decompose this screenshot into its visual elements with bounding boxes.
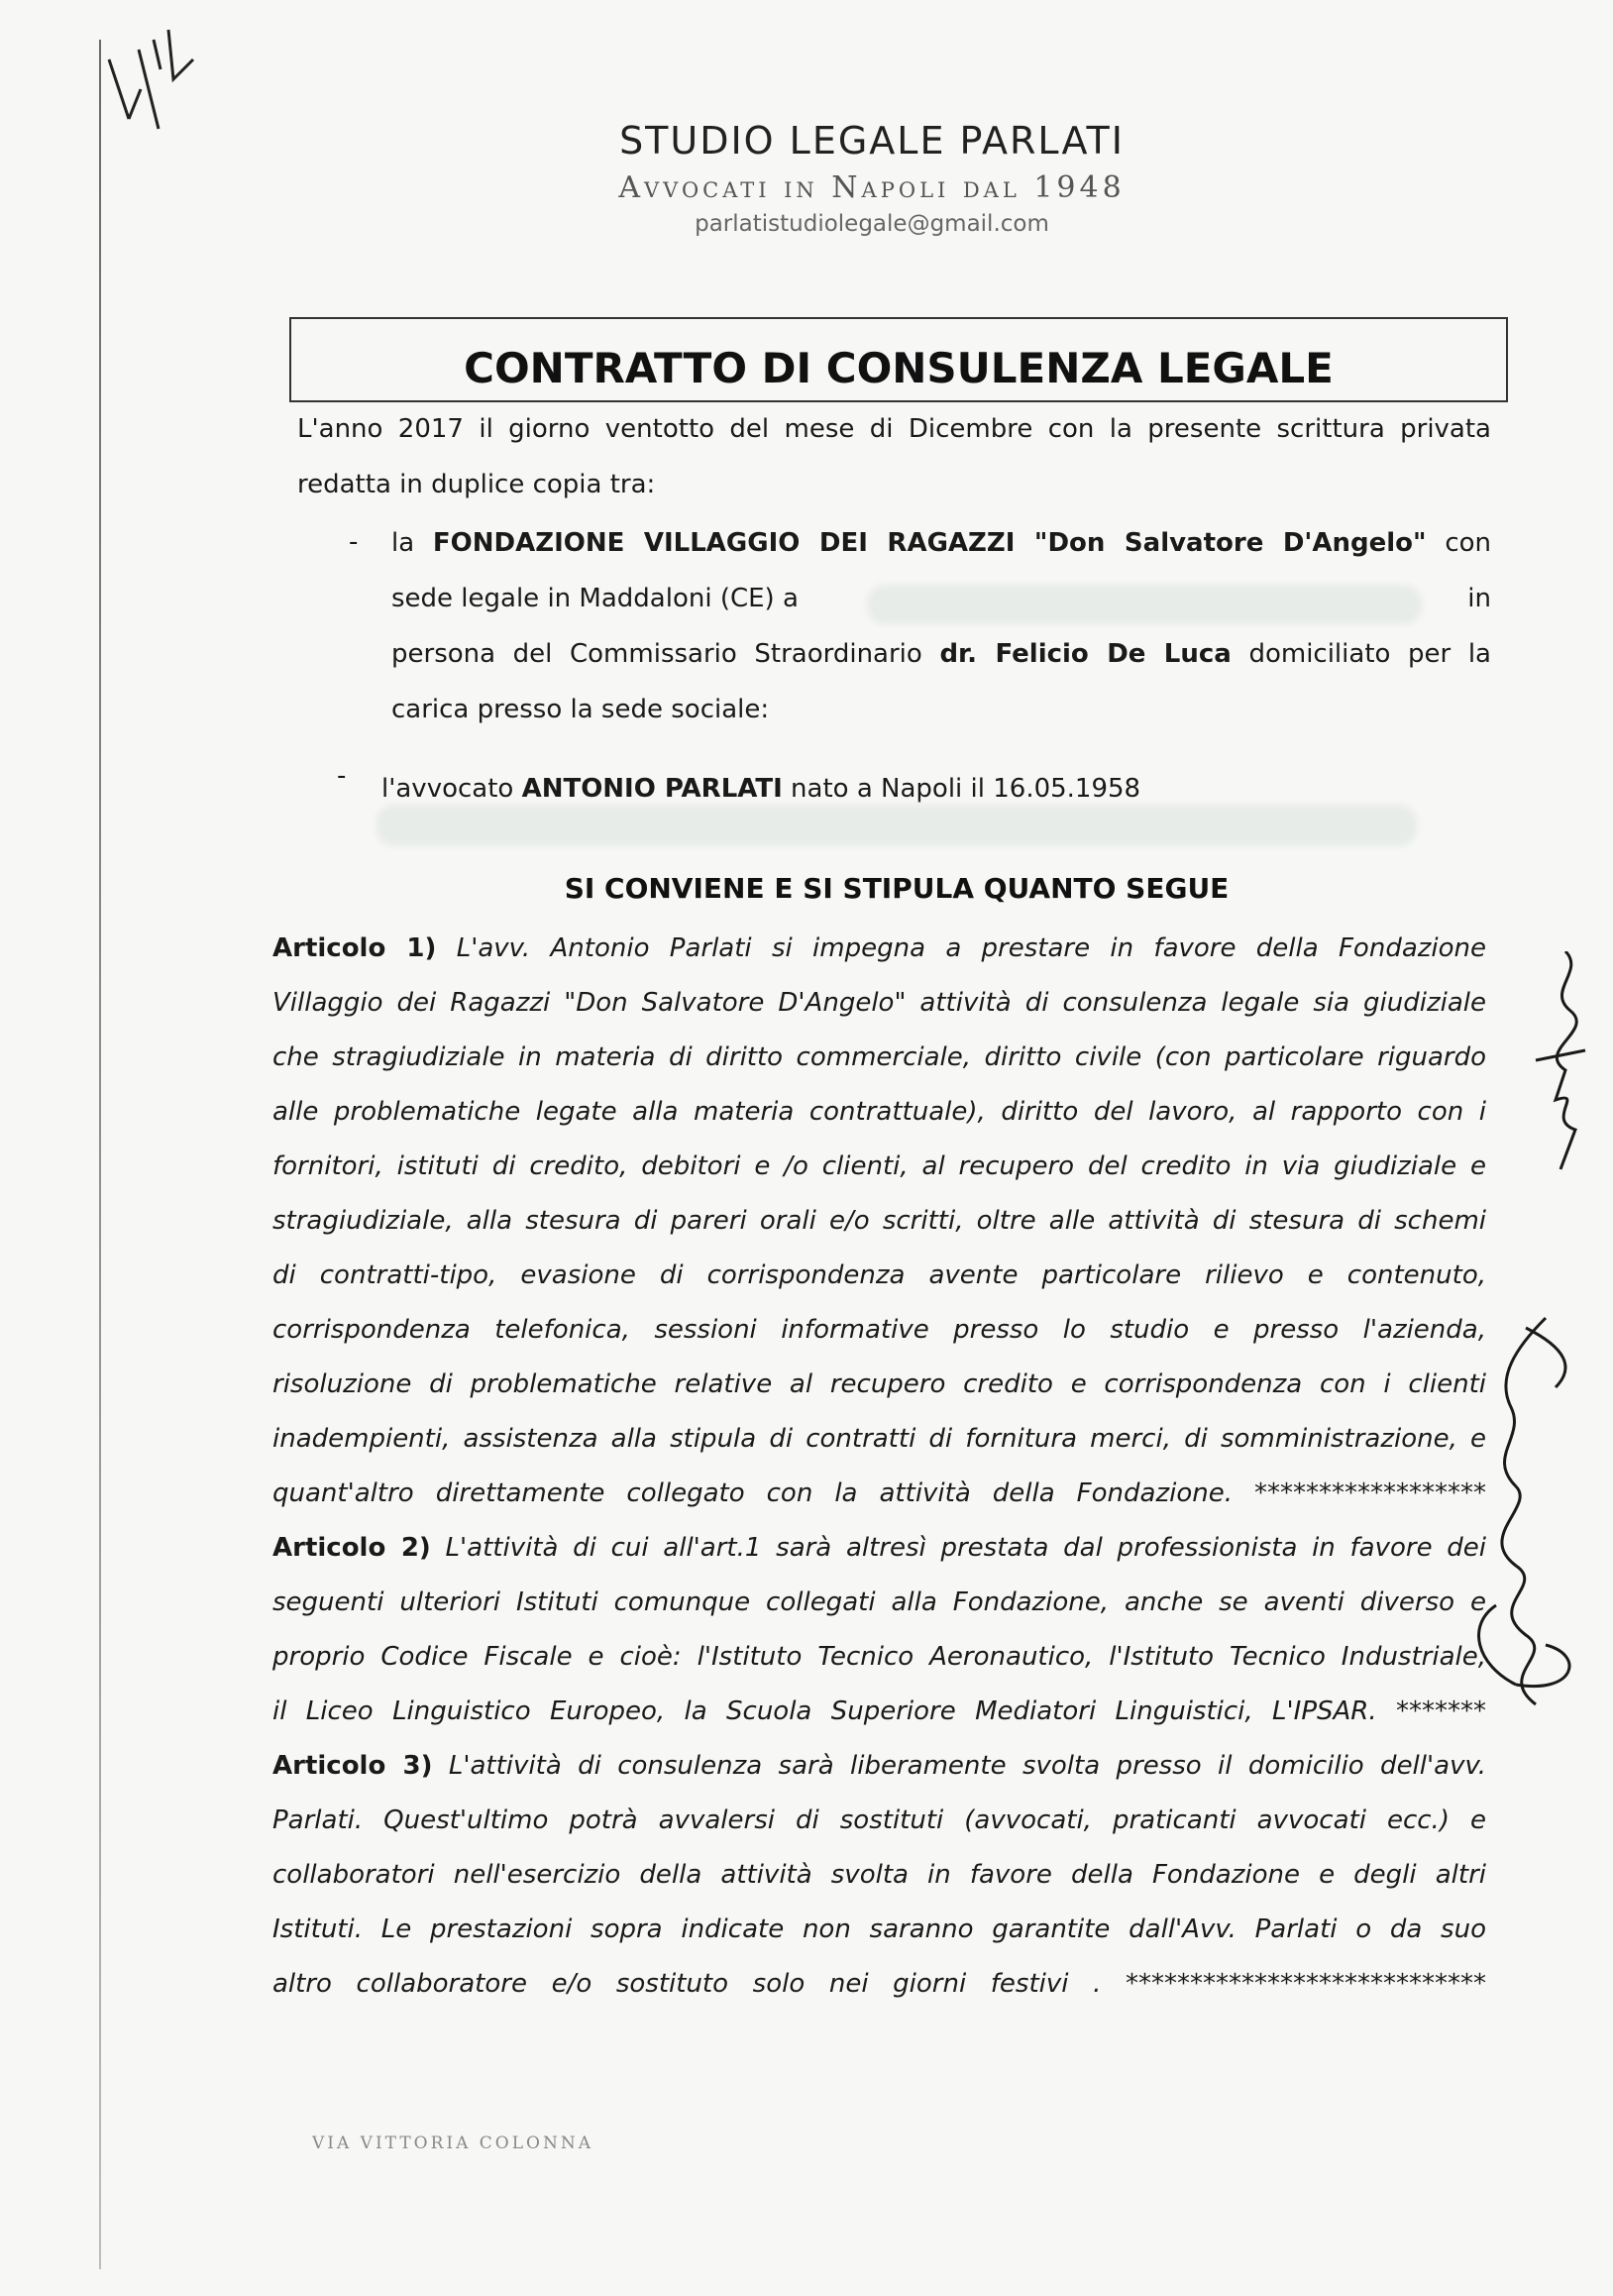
margin-signature-2	[1456, 1308, 1605, 1724]
party1-line	[391, 626, 1491, 682]
party1-line	[391, 515, 1491, 571]
redacted-area	[376, 805, 1417, 846]
article-line: fornitori, istituti di credito, debitori e /o clienti, al recupero del credito in via giudiziale e	[272, 1151, 1486, 1181]
margin-line	[99, 40, 101, 2269]
intro-line: redatta in duplice copia tra:	[297, 470, 656, 499]
title-box	[289, 317, 1508, 402]
article-line: collaboratori nell'esercizio della attività svolta in favore della Fondazione e degli altri	[272, 1860, 1486, 1890]
article-line: proprio Codice Fiscale e cioè: l'Istituto Tecnico Aeronautico, l'Istituto Tecnico Industriale,	[272, 1642, 1486, 1672]
party2-name: ANTONIO PARLATI	[521, 774, 783, 804]
party1-name: FONDAZIONE VILLAGGIO DEI RAGAZZI "Don Salvatore D'Angelo"	[432, 528, 1427, 558]
document-title: CONTRATTO DI CONSULENZA LEGALE	[464, 343, 1334, 392]
article-line: il Liceo Linguistico Europeo, la Scuola Superiore Mediatori Linguistici, L'IPSAR. *******	[272, 1696, 1486, 1726]
party1-con: con	[1426, 528, 1491, 558]
article-text: L'attività di cui all'art.1 sarà altresì prestata dal professionista in favore dei	[430, 1533, 1486, 1563]
firm-email: parlatistudiolegale@gmail.com	[695, 211, 1049, 237]
party1-paragraph	[391, 515, 1491, 737]
party1-domiciliato: domiciliato per la	[1231, 639, 1491, 669]
article-text: L'avv. Antonio Parlati si impegna a prestare in favore della Fondazione	[436, 933, 1487, 963]
party2-birth: nato a Napoli il 16.05.1958	[782, 774, 1141, 804]
article-line	[272, 1521, 1486, 1576]
firm-tagline: Avvocati in Napoli dal 1948	[618, 170, 1126, 205]
article-2	[272, 1521, 1486, 1739]
article-line: Istituti. Le prestazioni sopra indicate non saranno garantite dall'Avv. Parlati o da suo	[272, 1914, 1486, 1944]
article-label: Articolo 1)	[272, 933, 437, 963]
article-line: risoluzione di problematiche relative al recupero credito e corrispondenza con i clienti	[272, 1369, 1486, 1399]
handwritten-initials	[99, 20, 218, 139]
firm-name: STUDIO LEGALE PARLATI	[619, 119, 1125, 163]
letterhead	[476, 119, 1268, 237]
article-line: Villaggio dei Ragazzi "Don Salvatore D'Angelo" attività di consulenza legale sia giudiziale	[272, 988, 1486, 1018]
party1-la: la	[391, 528, 433, 558]
article-line: quant'altro direttamente collegato con la attività della Fondazione. ******************	[272, 1478, 1486, 1508]
party2-bullet: -	[337, 761, 347, 791]
article-line: di contratti-tipo, evasione di corrispondenza avente particolare rilievo e contenuto,	[272, 1260, 1486, 1290]
article-3	[272, 1739, 1486, 2012]
party1-persona: persona del Commissario Straordinario	[391, 639, 940, 669]
article-line: altro collaboratore e/o sostituto solo nei giorni festivi . ****************************	[272, 1969, 1486, 1999]
article-line	[272, 922, 1486, 976]
article-line	[272, 1739, 1486, 1794]
party2-pre: l'avvocato	[381, 774, 522, 804]
article-line: stragiudiziale, alla stesura di pareri orali e/o scritti, oltre alle attività di stesura di schemi	[272, 1206, 1486, 1236]
article-line: corrispondenza telefonica, sessioni informative presso lo studio e presso l'azienda,	[272, 1315, 1486, 1345]
article-label: Articolo 3)	[272, 1751, 433, 1781]
article-line: Parlati. Quest'ultimo potrà avvalersi di sostituti (avvocati, praticanti avvocati ecc.) e	[272, 1805, 1486, 1835]
article-line: inadempienti, assistenza alla stipula di contratti di fornitura merci, di somministrazione, e	[272, 1424, 1486, 1454]
party1-seat: sede legale in Maddaloni (CE) a	[391, 584, 799, 613]
party1-in: in	[1467, 584, 1491, 613]
article-1	[272, 922, 1486, 1521]
party1-bullet: -	[349, 527, 359, 557]
article-line: che stragiudiziale in materia di diritto commerciale, diritto civile (con particolare riguardo	[272, 1042, 1486, 1072]
article-line: alle problematiche legate alla materia contrattuale), diritto del lavoro, al rapporto con i	[272, 1097, 1486, 1127]
article-line: seguenti ulteriori Istituti comunque collegati alla Fondazione, anche se aventi diverso e	[272, 1587, 1486, 1617]
section-heading: SI CONVIENE E SI STIPULA QUANTO SEGUE	[564, 872, 1230, 905]
intro-paragraph	[297, 401, 1491, 512]
party1-line: carica presso la sede sociale:	[391, 695, 770, 724]
article-text: L'attività di consulenza sarà liberamente svolta presso il domicilio dell'avv.	[432, 1751, 1487, 1781]
article-label: Articolo 2)	[272, 1533, 431, 1563]
commissario-name: dr. Felicio De Luca	[939, 639, 1232, 669]
redacted-area	[867, 585, 1422, 624]
margin-signature-1	[1526, 951, 1605, 1179]
footer-address: VIA VITTORIA COLONNA	[312, 2133, 593, 2153]
intro-line: L'anno 2017 il giorno ventotto del mese di Dicembre con la presente scrittura privata	[297, 414, 1491, 444]
